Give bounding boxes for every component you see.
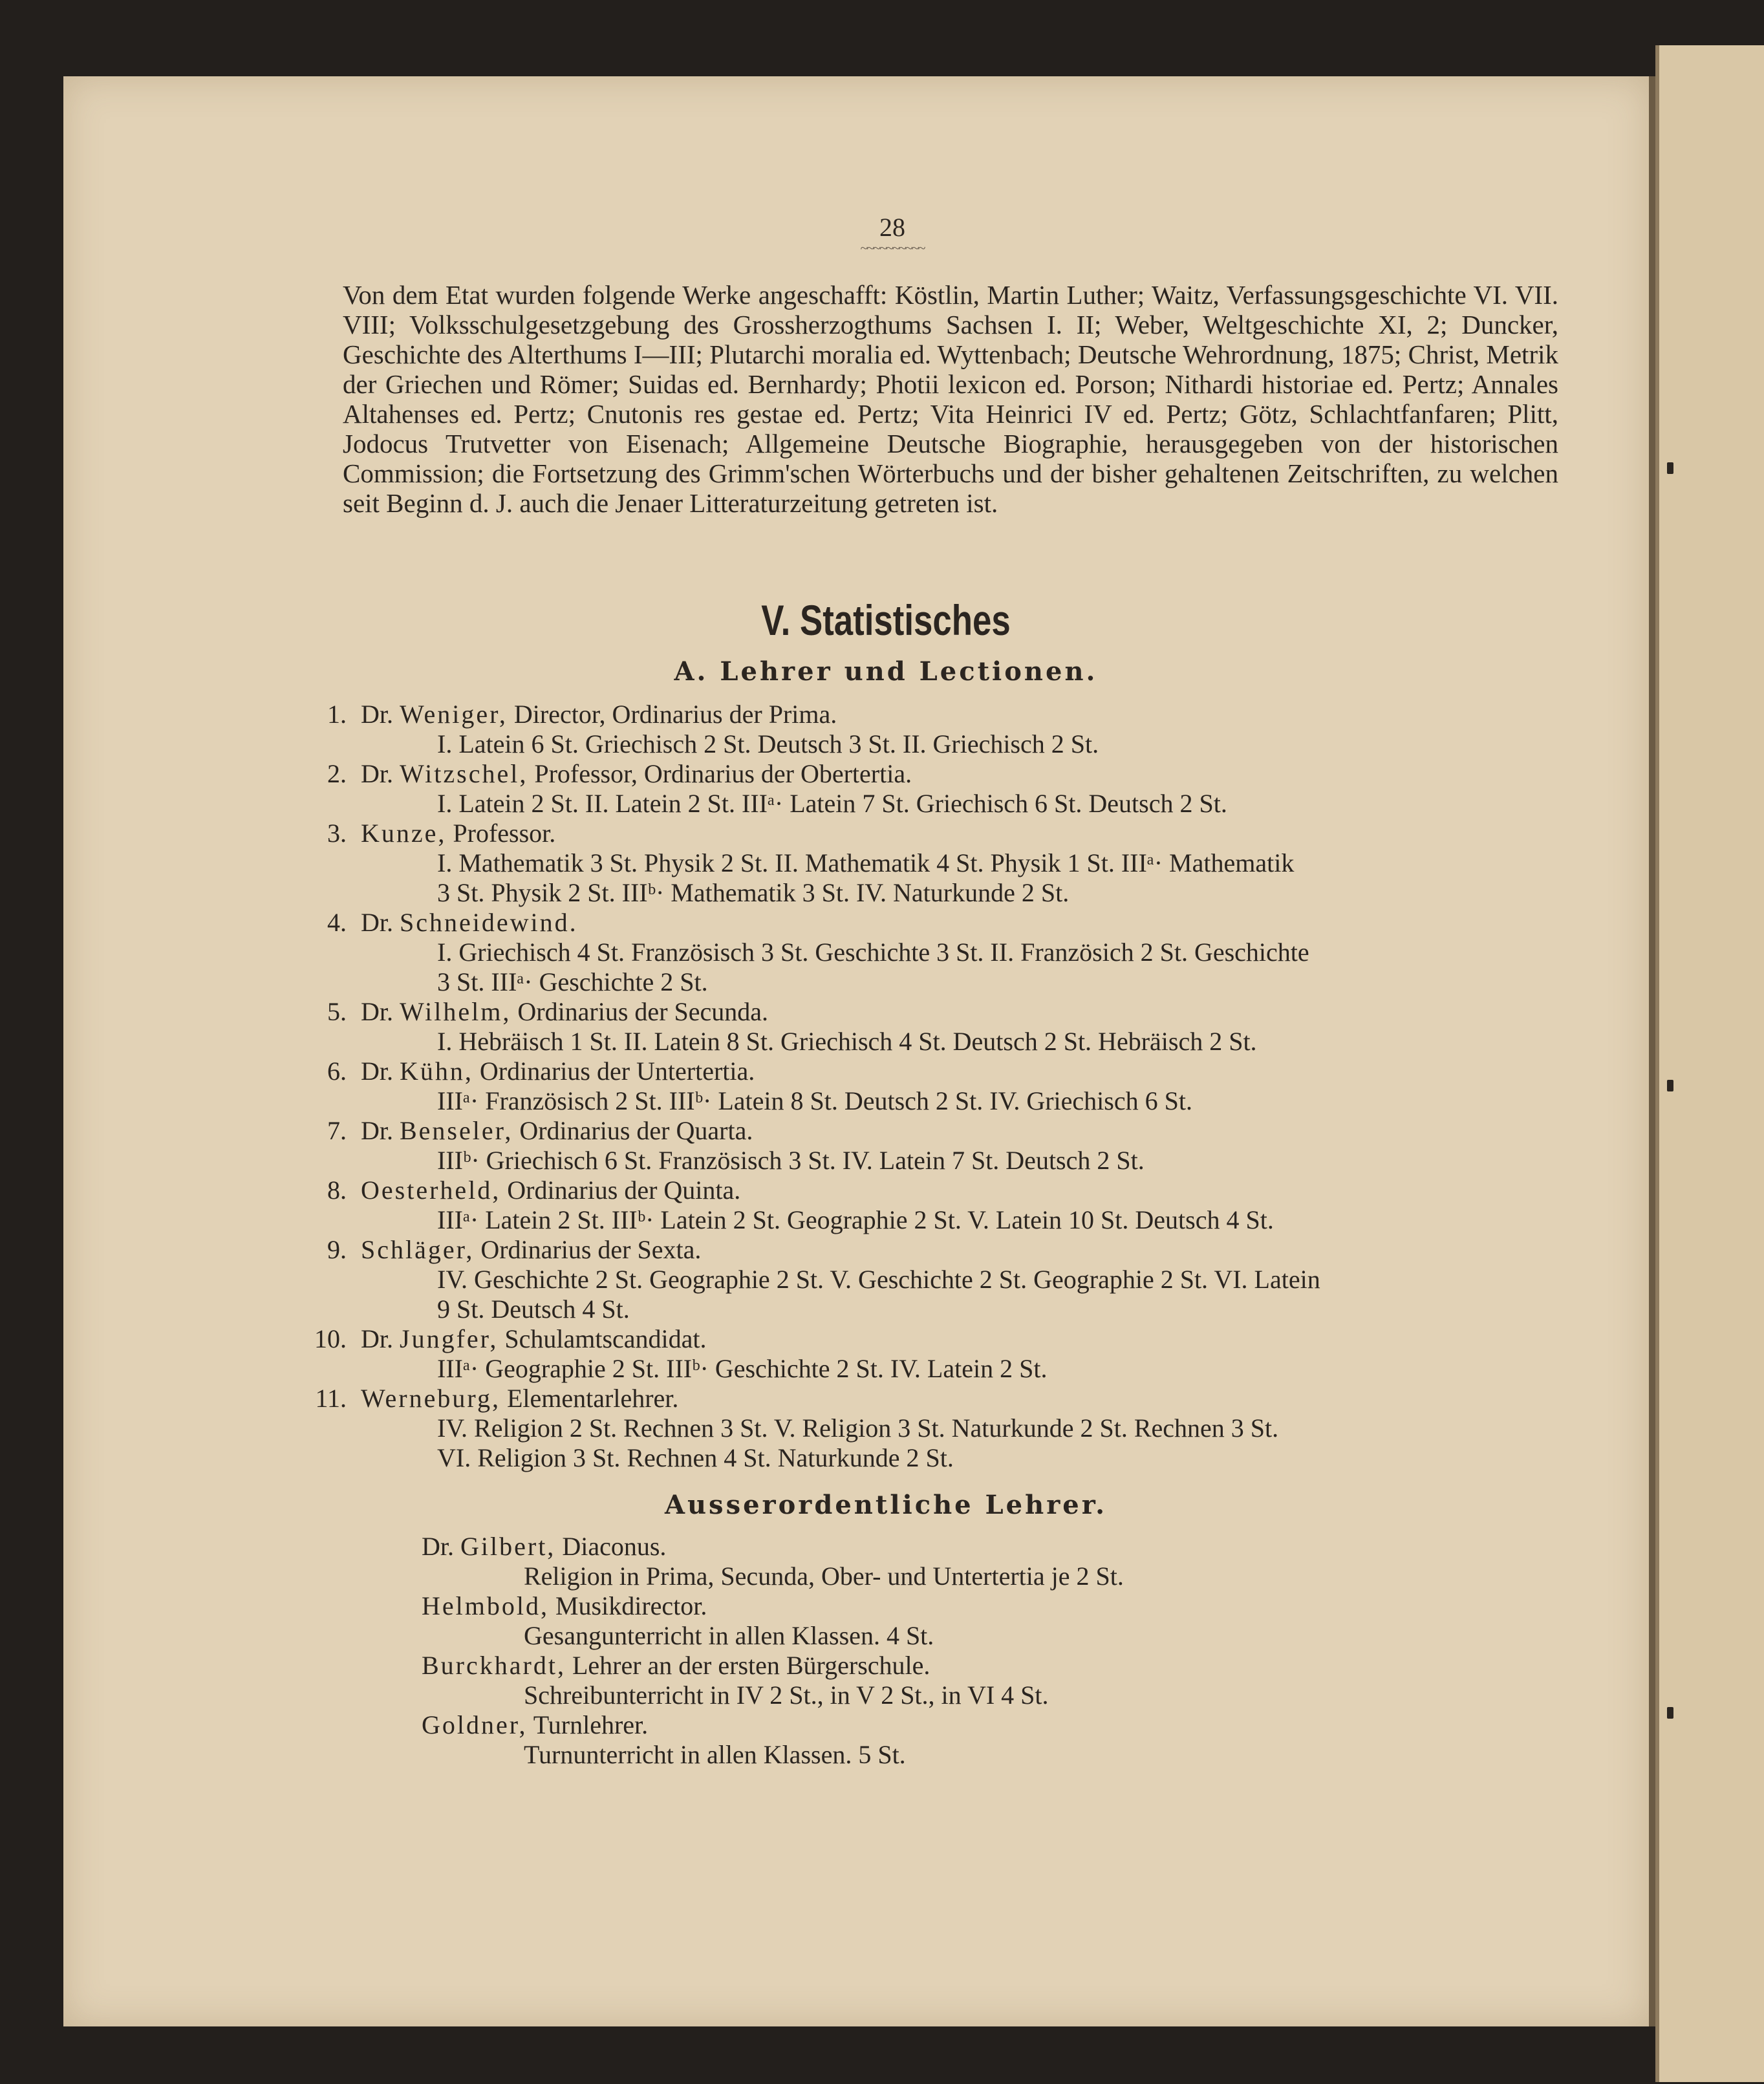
teacher-lessons: 3 St. Physik 2 St. IIIᵇ· Mathematik 3 St. IV. Naturkunde 2 St. — [437, 878, 1070, 907]
extra-teacher-duty: Gesangunterricht in allen Klassen. 4 St. — [524, 1621, 934, 1650]
teacher-number: 9. — [327, 1235, 347, 1264]
teacher-name-line — [361, 1176, 1500, 1205]
teacher-surname: Benseler, — [400, 1116, 513, 1145]
teacher-details — [361, 1116, 1500, 1176]
teacher-details — [361, 1235, 1500, 1324]
teacher-surname: Jungfer, — [400, 1324, 499, 1353]
extra-teacher-name-line — [422, 1651, 1500, 1681]
teacher-number: 7. — [327, 1116, 347, 1145]
document-page — [63, 76, 1649, 2026]
teacher-number: 4. — [327, 908, 347, 937]
teacher-entry — [291, 759, 1500, 819]
teacher-list — [291, 700, 1500, 1473]
extra-teacher-surname: Gilbert, — [460, 1532, 556, 1561]
teacher-title: Dr. — [361, 759, 393, 788]
teacher-details — [361, 1384, 1500, 1473]
teacher-surname: Wilhelm, — [400, 997, 511, 1026]
extra-teacher-role: Diaconus. — [562, 1532, 667, 1561]
extra-teacher-surname: Helmbold, — [422, 1591, 549, 1620]
teacher-entry — [291, 908, 1500, 997]
teacher-role: Ordinarius der Quinta. — [507, 1176, 741, 1205]
teacher-name-line — [361, 819, 1500, 848]
teacher-surname: Werneburg, — [361, 1384, 500, 1413]
teacher-name-line — [361, 700, 1500, 729]
extra-teacher-name-line — [422, 1591, 1500, 1621]
ornament-divider: ~~~~~~~~~~ — [860, 240, 925, 256]
teacher-lessons: I. Mathematik 3 St. Physik 2 St. II. Mathematik 4 St. Physik 1 St. IIIᵃ· Mathematik — [437, 848, 1295, 877]
teacher-name-line — [361, 1324, 1500, 1354]
teacher-lessons: IIIᵇ· Griechisch 6 St. Französisch 3 St. IV. Latein 7 St. Deutsch 2 St. — [437, 1146, 1145, 1175]
teacher-details — [361, 819, 1500, 908]
teacher-name-line — [361, 1384, 1500, 1413]
teacher-details — [361, 1324, 1500, 1384]
section-title: V. Statistisches — [761, 596, 1011, 644]
teacher-surname: Schläger, — [361, 1235, 475, 1264]
teacher-role: Ordinarius der Secunda. — [517, 997, 769, 1026]
teacher-name-line — [361, 997, 1500, 1027]
extra-teacher-entry — [422, 1532, 1500, 1591]
teacher-lessons: I. Griechisch 4 St. Französisch 3 St. Geschichte 3 St. II. Französich 2 St. Geschichte — [437, 938, 1309, 967]
teacher-entry — [291, 819, 1500, 908]
teacher-name-line — [361, 1235, 1500, 1265]
teacher-role: Director, Ordinarius der Prima. — [513, 700, 837, 729]
teacher-entry — [291, 1116, 1500, 1176]
teacher-surname: Weniger, — [400, 700, 508, 729]
teacher-lessons: IV. Geschichte 2 St. Geographie 2 St. V. Geschichte 2 St. Geographie 2 St. VI. Latein — [437, 1265, 1320, 1294]
teacher-surname: Schneidewind. — [400, 908, 578, 937]
extra-teacher-role: Lehrer an der ersten Bürgerschule. — [572, 1651, 930, 1680]
teacher-name-line — [361, 1116, 1500, 1146]
subsection-title: A. Lehrer und Lectionen. — [674, 656, 1098, 687]
teacher-lessons: I. Latein 6 St. Griechisch 2 St. Deutsch 3 St. II. Griechisch 2 St. — [437, 729, 1099, 758]
teacher-surname: Kunze, — [361, 819, 447, 848]
teacher-lessons: 3 St. IIIᵃ· Geschichte 2 St. — [437, 967, 708, 996]
extra-teacher-duty: Turnunterricht in allen Klassen. 5 St. — [524, 1740, 906, 1769]
extra-teacher-title: Dr. — [422, 1532, 454, 1561]
teacher-number: 11. — [315, 1384, 347, 1413]
teacher-number: 2. — [327, 759, 347, 788]
teacher-title: Dr. — [361, 1116, 393, 1145]
teacher-title: Dr. — [361, 1057, 393, 1086]
teacher-title: Dr. — [361, 908, 393, 937]
teacher-number: 1. — [327, 700, 347, 729]
page-number: 28 — [879, 213, 905, 242]
next-page-edge — [1655, 45, 1764, 2082]
teacher-lessons: IIIᵃ· Latein 2 St. IIIᵇ· Latein 2 St. Geographie 2 St. V. Latein 10 St. Deutsch 4 St. — [437, 1205, 1274, 1234]
teacher-details — [361, 908, 1500, 997]
teacher-details — [361, 759, 1500, 819]
teacher-entry — [291, 1176, 1500, 1235]
teacher-role: Schulamtscandidat. — [504, 1324, 707, 1353]
teacher-entry — [291, 1384, 1500, 1473]
teacher-name-line — [361, 908, 1500, 938]
extra-teacher-surname: Burckhardt, — [422, 1651, 566, 1680]
teacher-role: Ordinarius der Quarta. — [519, 1116, 753, 1145]
page-content — [272, 212, 1558, 1770]
teacher-details — [361, 1057, 1500, 1116]
extra-teacher-entry — [422, 1591, 1500, 1651]
teacher-entry — [291, 997, 1500, 1057]
teacher-role: Elementarlehrer. — [506, 1384, 679, 1413]
teacher-number: 8. — [327, 1176, 347, 1205]
extra-teacher-entry — [422, 1710, 1500, 1770]
teacher-surname: Oesterheld, — [361, 1176, 501, 1205]
teacher-title: Dr. — [361, 997, 393, 1026]
extra-teacher-list — [422, 1532, 1500, 1770]
extra-teacher-entry — [422, 1651, 1500, 1710]
teacher-lessons: VI. Religion 3 St. Rechnen 4 St. Naturkunde 2 St. — [437, 1443, 954, 1472]
teacher-lessons: I. Hebräisch 1 St. II. Latein 8 St. Griechisch 4 St. Deutsch 2 St. Hebräisch 2 St. — [437, 1027, 1257, 1056]
teacher-surname: Witzschel, — [400, 759, 528, 788]
teacher-details — [361, 1176, 1500, 1235]
teacher-role: Professor. — [453, 819, 556, 848]
teacher-lessons: IIIᵃ· Geographie 2 St. IIIᵇ· Geschichte 2 St. IV. Latein 2 St. — [437, 1354, 1048, 1383]
intro-paragraph: Von dem Etat wurden folgende Werke angeschafft: Köstlin, Martin Luther; Waitz, Verfassungsgeschichte VI. VII. VIII; Volksschulgesetzgebung des Grossherzogthums Sachsen I. II; Weber, Weltgeschichte XI, 2; Duncker, Geschichte des Alterthums I—III; Plutarchi moralia ed. Wyttenbach; Deutsche Wehrordnung, 1875; Christ, Metrik der Griechen und Römer; Suidas ed. Bernhardy; Photii lexicon ed. Porson; Nithardi historiae ed. Pertz; Annales Altahenses ed. Pertz; Cnutonis res gestae ed. Pertz; Vita Heinrici IV ed. Pertz; Götz, Schlachtfanfaren; Plitt, Jodocus Trutvetter von Eisenach; Allgemeine Deutsche Biographie, herausgegeben von der historischen Commission; die Fortsetzung des Grimm'schen Wörterbuchs und der bisher gehaltenen Zeitschriften, zu welchen seit Beginn d. J. auch die Jenaer Litteraturzeitung getreten ist. — [343, 280, 1558, 518]
teacher-lessons: I. Latein 2 St. II. Latein 2 St. IIIᵃ· Latein 7 St. Griechisch 6 St. Deutsch 2 St. — [437, 789, 1227, 818]
teacher-lessons: IIIᵃ· Französisch 2 St. IIIᵇ· Latein 8 St. Deutsch 2 St. IV. Griechisch 6 St. — [437, 1086, 1192, 1115]
teacher-number: 10. — [314, 1324, 347, 1353]
teacher-details — [361, 700, 1500, 759]
extra-teacher-name-line — [422, 1710, 1500, 1740]
teacher-surname: Kühn, — [400, 1057, 473, 1086]
teacher-details — [361, 997, 1500, 1057]
teacher-entry — [291, 1057, 1500, 1116]
margin-mark — [1667, 1707, 1673, 1719]
teacher-number: 5. — [327, 997, 347, 1026]
margin-mark — [1667, 1080, 1673, 1091]
extra-teacher-duty: Schreibunterricht in IV 2 St., in V 2 St., in VI 4 St. — [524, 1681, 1049, 1710]
margin-mark — [1667, 462, 1673, 474]
teacher-title: Dr. — [361, 700, 393, 729]
teacher-entry — [291, 700, 1500, 759]
teacher-number: 6. — [327, 1057, 347, 1086]
teacher-number: 3. — [327, 819, 347, 848]
teacher-role: Professor, Ordinarius der Obertertia. — [534, 759, 912, 788]
extra-teacher-name-line — [422, 1532, 1500, 1562]
extra-teacher-surname: Goldner, — [422, 1710, 528, 1739]
extra-teacher-role: Musikdirector. — [555, 1591, 707, 1620]
teacher-entry — [291, 1235, 1500, 1324]
teacher-entry — [291, 1324, 1500, 1384]
teacher-name-line — [361, 1057, 1500, 1086]
teacher-lessons: 9 St. Deutsch 4 St. — [437, 1294, 630, 1324]
book-spine — [1649, 76, 1655, 2026]
teacher-role: Ordinarius der Sexta. — [480, 1235, 702, 1264]
extra-teachers-title: Ausserordentliche Lehrer. — [664, 1490, 1108, 1520]
teacher-role: Ordinarius der Untertertia. — [479, 1057, 755, 1086]
teacher-lessons: IV. Religion 2 St. Rechnen 3 St. V. Religion 3 St. Naturkunde 2 St. Rechnen 3 St. — [437, 1413, 1279, 1443]
teacher-title: Dr. — [361, 1324, 393, 1353]
extra-teacher-duty: Religion in Prima, Secunda, Ober- und Untertertia je 2 St. — [524, 1562, 1124, 1591]
extra-teacher-role: Turnlehrer. — [533, 1710, 649, 1739]
teacher-name-line — [361, 759, 1500, 789]
